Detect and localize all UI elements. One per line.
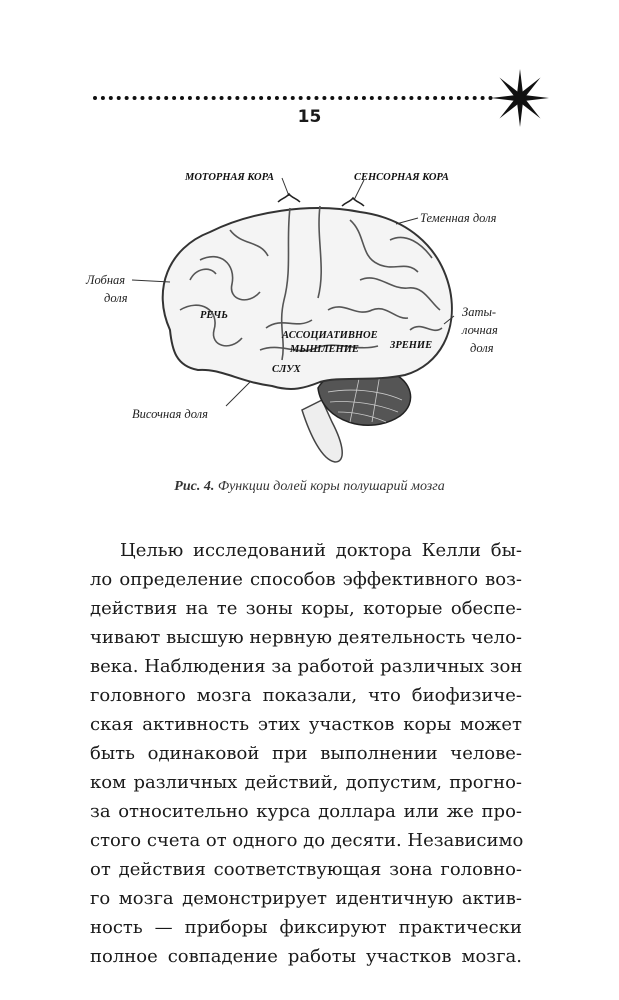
motor-cortex-leader xyxy=(282,178,289,196)
label-occipital-lobe-1: Заты- xyxy=(462,305,497,319)
body-paragraph xyxy=(90,536,522,971)
text-line: ло определение способов эффективного воз- xyxy=(90,569,522,590)
page-number: 15 xyxy=(297,107,322,127)
text-line: ком различных действий, допустим, прогно- xyxy=(90,772,522,793)
label-hearing: СЛУХ xyxy=(272,364,301,375)
label-frontal-lobe-1: Лобная xyxy=(86,273,126,287)
label-sensory-cortex: СЕНСОРНАЯ КОРА xyxy=(354,172,449,183)
text-line: быть одинаковой при выполнении челове- xyxy=(90,743,522,764)
text-line: ность — приборы фиксируют практически xyxy=(90,917,522,938)
sensory-cortex-leader xyxy=(354,180,364,200)
text-line: чивают высшую нервную деятельность чело- xyxy=(90,627,522,648)
figure-caption xyxy=(0,479,619,495)
sensory-cortex-brace xyxy=(342,198,364,206)
temporal-leader xyxy=(226,382,250,406)
text-line: за относительно курса доллара или же про- xyxy=(90,801,522,822)
text-line: Целью исследований доктора Келли бы- xyxy=(120,540,522,561)
cerebrum xyxy=(163,208,452,389)
label-temporal-lobe: Височная доля xyxy=(132,407,208,421)
text-line: ская активность этих участков коры может xyxy=(90,714,522,735)
text-line: головного мозга показали, что биофизиче- xyxy=(90,685,522,706)
label-vision: ЗРЕНИЕ xyxy=(390,340,433,351)
parietal-leader xyxy=(396,218,418,224)
label-parietal-lobe: Теменная доля xyxy=(420,211,497,225)
header-dotted-rule xyxy=(93,96,493,100)
brain-illustration xyxy=(60,160,560,470)
label-occipital-lobe-3: доля xyxy=(470,341,494,355)
text-line: века. Наблюдения за работой различных зон xyxy=(90,656,523,677)
text-line: полное совпадение работы участков мозга. xyxy=(90,946,522,967)
caption-prefix: Рис. 4. xyxy=(174,479,215,494)
label-associative-1: АССОЦИАТИВНОЕ xyxy=(282,330,378,341)
text-line: стого счета от одного до десяти. Независимо xyxy=(90,830,524,851)
label-speech: РЕЧЬ xyxy=(200,310,228,321)
text-line: го мозга демонстрирует идентичную актив- xyxy=(90,888,522,909)
caption-text: Функции долей коры полушарий мозга xyxy=(214,479,445,494)
label-frontal-lobe-2: доля xyxy=(104,291,128,305)
label-occipital-lobe-2: лочная xyxy=(462,323,498,337)
text-line: от действия соответствующая зона головно- xyxy=(90,859,522,880)
brain-figure xyxy=(60,160,560,470)
label-associative-2: МЫШЛЕНИЕ xyxy=(290,344,359,355)
label-motor-cortex: МОТОРНАЯ КОРА xyxy=(185,172,275,183)
text-line: действия на те зоны коры, которые обеспе- xyxy=(90,598,522,619)
